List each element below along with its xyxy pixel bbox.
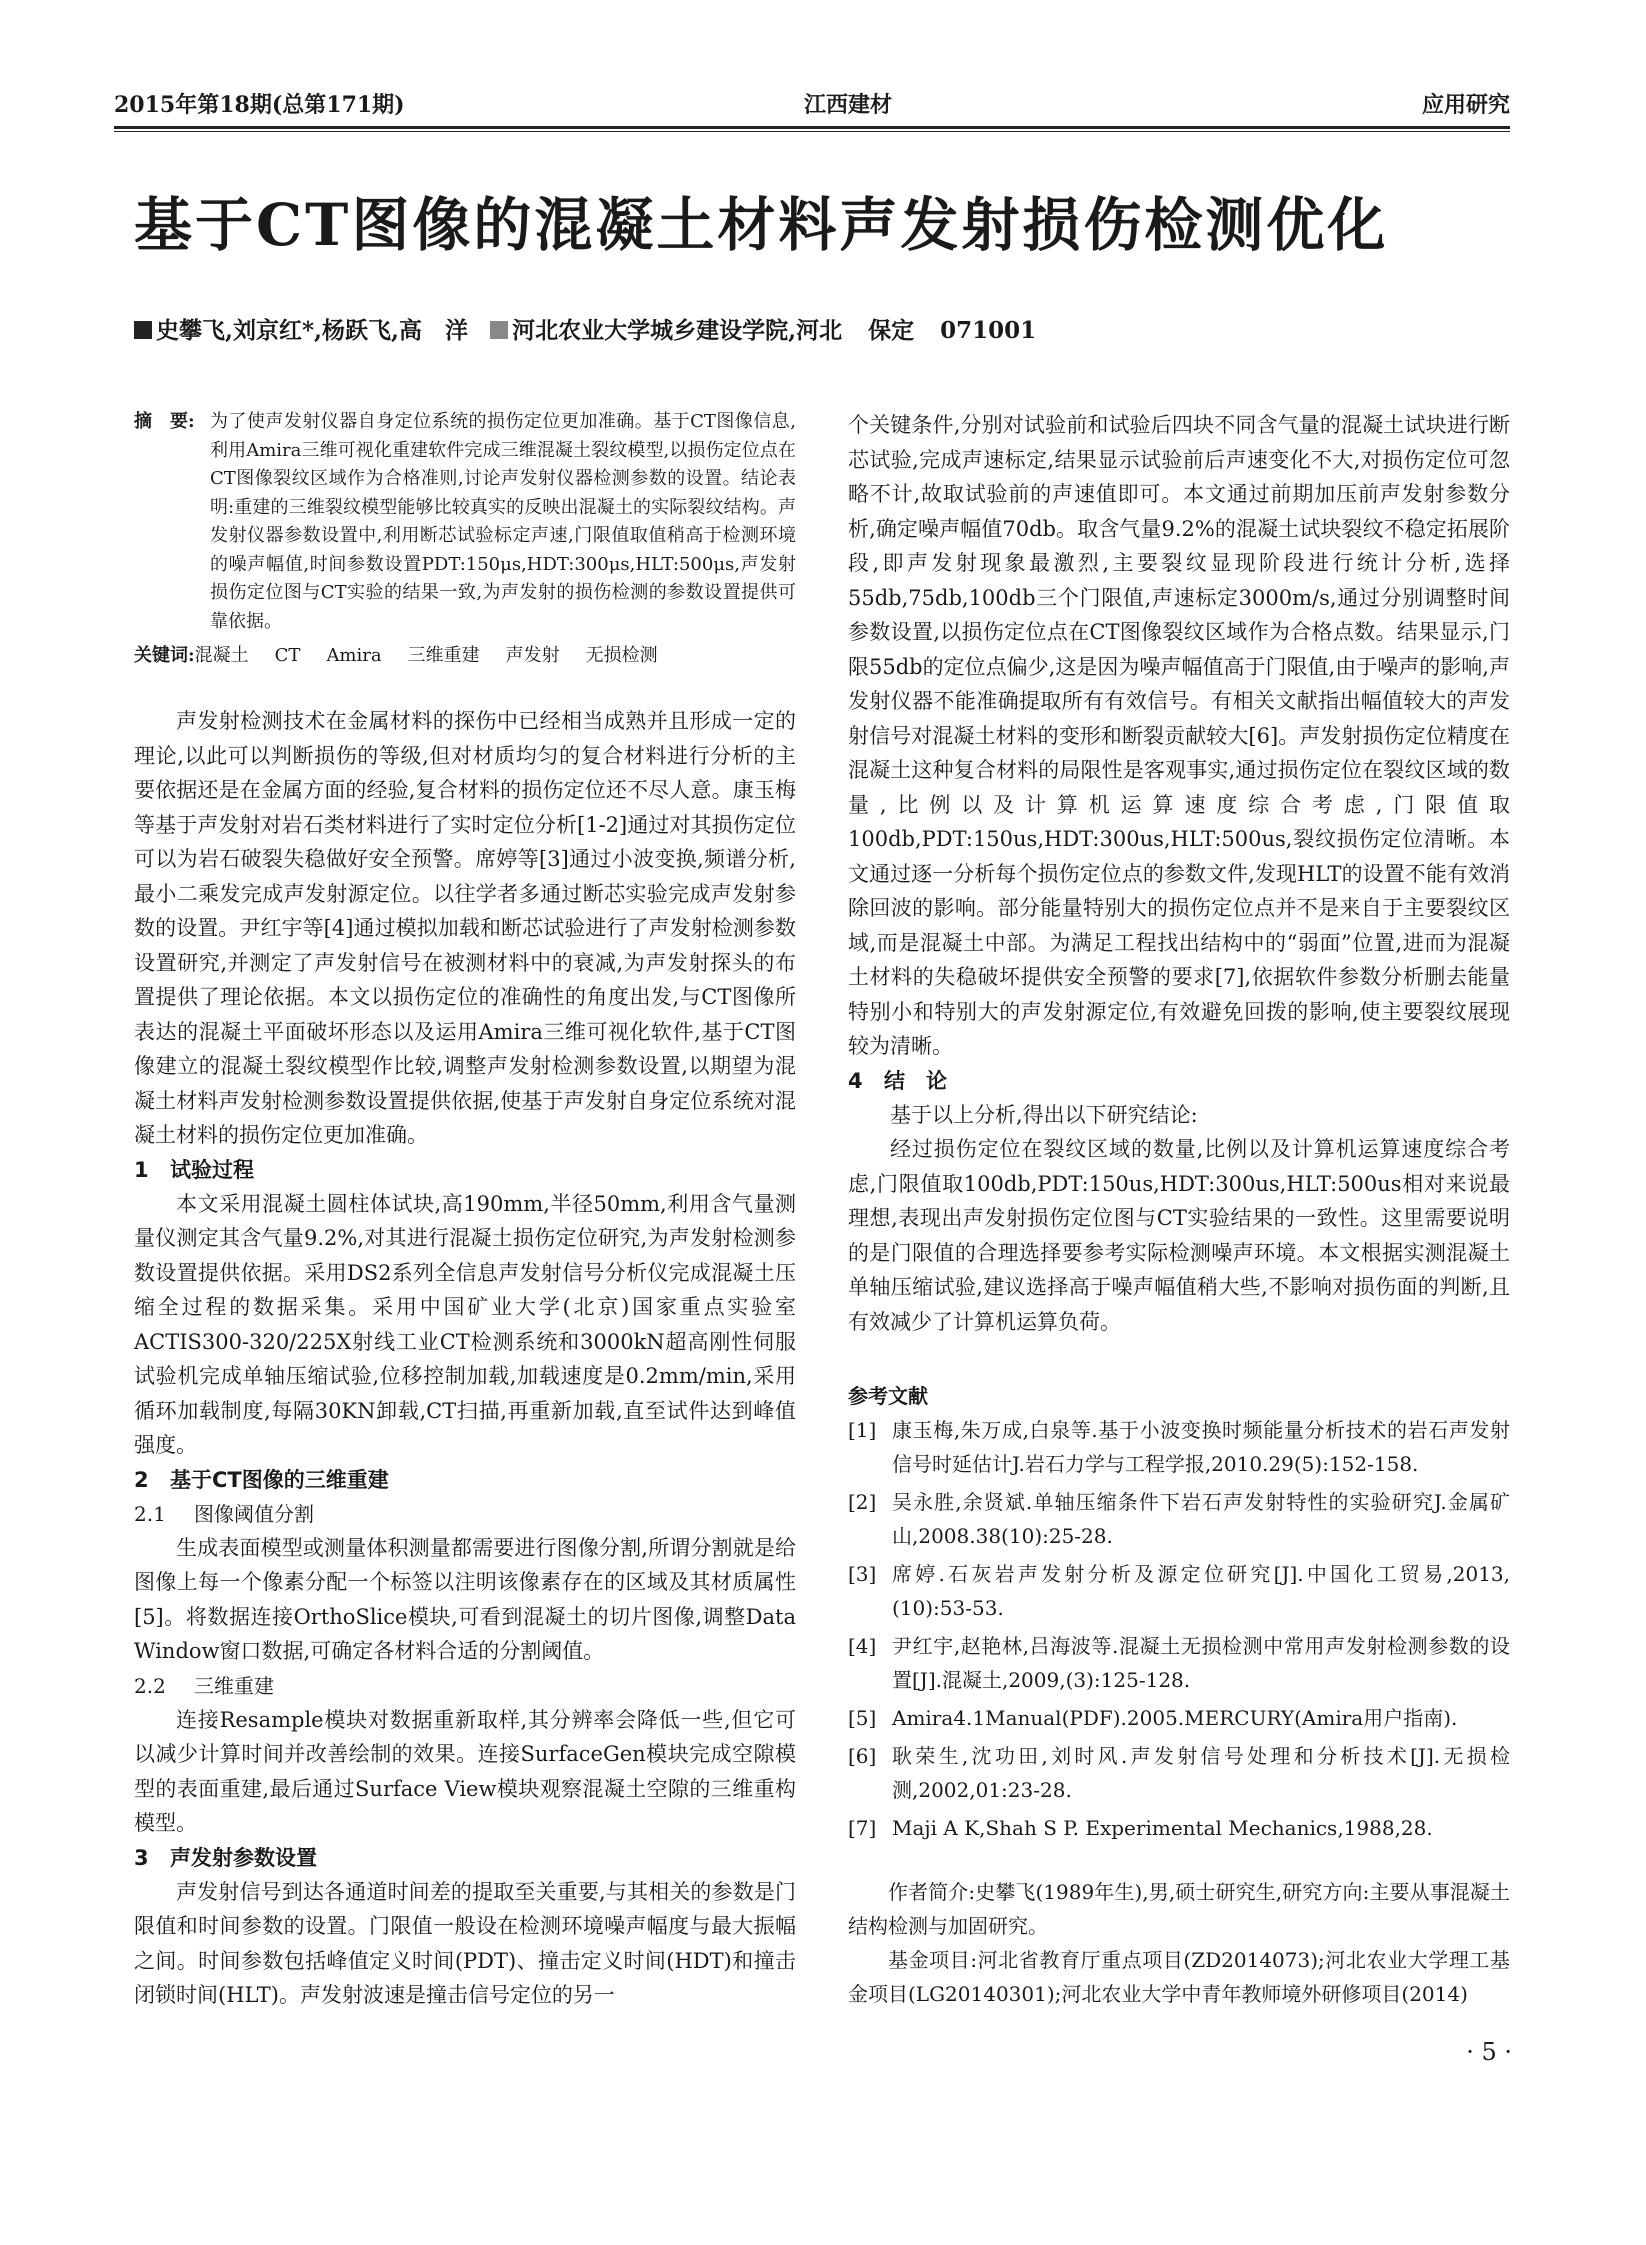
left-column	[134, 408, 796, 2013]
affiliation: 河北农业大学城乡建设学院,河北	[512, 317, 843, 344]
affiliation-city: 保定	[868, 317, 915, 344]
postcode: 071001	[940, 317, 1037, 344]
subsection-heading: 2.1 图像阈值分割	[134, 1501, 314, 1526]
issue-info: 2015年第18期(总第171期)	[114, 92, 405, 118]
reference-item: [4] 尹红宇,赵艳林,吕海波等.混凝土无损检测中常用声发射检测参数的设置[J].混凝土,2009,(3):125-128.	[848, 1634, 1510, 1692]
body-paragraph: 经过损伤定位在裂纹区域的数量,比例以及计算机运算速度综合考虑,门限值取100db,PDT:150us,HDT:300us,HLT:500us相对来说最理想,表现出声发射损伤定位图与CT实验结果的一致性。这里需要说明的是门限值的合理选择要参考实际检测噪声环境。本文根据实测混凝土单轴压缩试验,建议选择高于噪声幅值稍大些,不影响对损伤面的判断,且有效减少了计算机运算负荷。	[848, 1137, 1510, 1334]
section-heading: 2 基于CT图像的三维重建	[134, 1467, 389, 1492]
keyword: Amira	[326, 645, 382, 666]
subsection-heading: 2.2 三维重建	[134, 1673, 274, 1698]
body-paragraph: 声发射信号到达各通道时间差的提取至关重要,与其相关的参数是门限值和时间参数的设置。门限值一般设在检测环境噪声幅度与最大振幅之间。时间参数包括峰值定义时间(PDT)、撞击定义时间(HDT)和撞击闭锁时间(HLT)。声发射波速是撞击信号定位的另一	[134, 1879, 796, 2007]
abstract-text: 为了使声发射仪器自身定位系统的损伤定位更加准确。基于CT图像信息,利用Amira三维可视化重建软件完成三维混凝土裂纹模型,以损伤定位点在CT图像裂纹区域作为合格准则,讨论声发射仪器检测参数的设置。结论表明:重建的三维裂纹模型能够比较真实的反映出混凝土的实际裂纹结构。声发射仪器参数设置中,利用断芯试验标定声速,门限值取值稍高于检测环境的噪声幅值,时间参数设置PDT:150μs,HDT:300μs,HLT:500μs,声发射损伤定位图与CT实验的结果一致,为声发射的损伤检测的参数设置提供可靠依据。	[210, 411, 796, 632]
abstract	[134, 408, 796, 636]
reference-item: [7] Maji A K,Shah S P. Experimental Mechanics,1988,28.	[848, 1816, 1433, 1840]
author-names: 史攀飞,刘京红*,杨跃飞,高 洋	[156, 317, 469, 344]
keyword: 无损检测	[585, 645, 658, 666]
reference-list	[848, 1413, 1510, 1845]
body-paragraph: 基于以上分析,得出以下研究结论:	[890, 1102, 1198, 1127]
square-bullet-icon	[134, 321, 152, 339]
author-bio	[848, 1875, 1510, 2011]
reference-item: [3] 席婷.石灰岩声发射分析及源定位研究[J].中国化工贸易,2013,(10):53-53.	[848, 1562, 1510, 1620]
reference-item: [2] 吴永胜,余贤斌.单轴压缩条件下岩石声发射特性的实验研究J.金属矿山,2008.38(10):25-28.	[848, 1490, 1510, 1548]
page-number: · 5 ·	[1466, 2038, 1512, 2066]
section-heading: 3 声发射参数设置	[134, 1845, 317, 1870]
intro-paragraph: 声发射检测技术在金属材料的探伤中已经相当成熟并且形成一定的理论,以此可以判断损伤的等级,但对材质均匀的复合材料进行分析的主要依据还是在金属方面的经验,复合材料的损伤定位还不尽人意。康玉梅等基于声发射对岩石类材料进行了实时定位分析[1-2]通过对其损伤定位可以为岩石破裂失稳做好安全预警。席婷等[3]通过小波变换,频谱分析,最小二乘发完成声发射源定位。以往学者多通过断芯实验完成声发射参数的设置。尹红宇等[4]通过模拟加载和断芯试验进行了声发射检测参数设置研究,并测定了声发射信号在被测材料中的衰减,为声发射探头的布置提供了理论依据。本文以损伤定位的准确性的角度出发,与CT图像所表达的混凝土平面破坏形态以及运用Amira三维可视化软件,基于CT图像建立的混凝土裂纹模型作比较,调整声发射检测参数设置,以期望为混凝土材料声发射检测参数设置提供依据,使基于声发射自身定位系统对混凝土材料的损伤定位更加准确。	[134, 709, 796, 1147]
keyword: 混凝土	[194, 645, 249, 666]
paper-title: 基于CT图像的混凝土材料声发射损伤检测优化	[134, 191, 1389, 259]
keyword: 声发射	[505, 645, 560, 666]
fund-info: 基金项目:河北省教育厅重点项目(ZD2014073);河北农业大学理工基金项目(LG20140301);河北农业大学中青年教师境外研修项目(2014)	[848, 1948, 1510, 2006]
reference-item: [5] Amira4.1Manual(PDF).2005.MERCURY(Amira用户指南).	[848, 1706, 1458, 1730]
journal-name: 江西建材	[804, 92, 893, 118]
body-paragraph: 生成表面模型或测量体积测量都需要进行图像分割,所谓分割就是给图像上每一个像素分配一个标签以注明该像素存在的区域及其材质属性[5]。将数据连接OrthoSlice模块,可看到混凝土的切片图像,调整Data Window窗口数据,可确定各材料合适的分割阈值。	[134, 1535, 796, 1663]
right-column	[848, 408, 1510, 2011]
square-bullet-icon	[490, 321, 508, 339]
keyword: CT	[274, 645, 301, 666]
section-name: 应用研究	[1421, 92, 1510, 118]
header-rule-thin	[114, 131, 1510, 132]
running-header	[114, 88, 1510, 126]
section-heading: 4 结 论	[848, 1068, 947, 1093]
body-paragraph: 本文采用混凝土圆柱体试块,高190mm,半径50mm,利用含气量测量仪测定其含气量9.2%,对其进行混凝土损伤定位研究,为声发射检测参数设置提供依据。采用DS2系列全信息声发射信号分析仪完成混凝土压缩全过程的数据采集。采用中国矿业大学(北京)国家重点实验室ACTIS300-320/225X射线工业CT检测系统和3000kN超高刚性伺服试验机完成单轴压缩试验,位移控制加载,加载速度是0.2mm/min,采用循环加载制度,每隔30KN卸载,CT扫描,再重新加载,直至试件达到峰值强度。	[134, 1191, 796, 1457]
keyword: 三维重建	[407, 645, 480, 666]
author-line	[134, 312, 1036, 345]
header-rule	[114, 126, 1510, 129]
section-heading: 1 试验过程	[134, 1157, 254, 1182]
keywords	[134, 642, 796, 670]
references-title: 参考文献	[848, 1384, 928, 1408]
abstract-label: 摘 要:	[134, 411, 195, 432]
reference-item: [6] 耿荣生,沈功田,刘时风.声发射信号处理和分析技术[J].无损检测,2002,01:23-28.	[848, 1744, 1510, 1802]
keywords-label: 关键词:	[134, 645, 195, 666]
body-paragraph: 个关键条件,分别对试验前和试验后四块不同含气量的混凝土试块进行断芯试验,完成声速标定,结果显示试验前后声速变化不大,对损伤定位可忽略不计,故取试验前的声速值即可。本文通过前期加压前声发射参数分析,确定噪声幅值70db。取含气量9.2%的混凝土试块裂纹不稳定拓展阶段,即声发射现象最激烈,主要裂纹显现阶段进行统计分析,选择55db,75db,100db三个门限值,声速标定3000m/s,通过分别调整时间参数设置,以损伤定位点在CT图像裂纹区域作为合格点数。结果显示,门限55db的定位点偏少,这是因为噪声幅值高于门限值,由于噪声的影响,声发射仪器不能准确提取所有有效信号。有相关文献指出幅值较大的声发射信号对混凝土材料的变形和断裂贡献较大[6]。声发射损伤定位精度在混凝土这种复合材料的局限性是客观事实,通过损伤定位在裂纹区域的数量,比例以及计算机运算速度综合考虑,门限值取100db,PDT:150us,HDT:300us,HLT:500us,裂纹损伤定位清晰。本文通过逐一分析每个损伤定位点的参数文件,发现HLT的设置不能有效消除回波的影响。部分能量特别大的损伤定位点并不是来自于主要裂纹区域,而是混凝土中部。为满足工程找出结构中的“弱面”位置,进而为混凝土材料的失稳破坏提供安全预警的要求[7],依据软件参数分析删去能量特别小和特别大的声发射源定位,有效避免回拨的影响,使主要裂纹展现较为清晰。	[848, 413, 1510, 1058]
author-intro: 作者简介:史攀飞(1989年生),男,硕士研究生,研究方向:主要从事混凝土结构检测与加固研究。	[848, 1880, 1510, 1938]
body-paragraph: 连接Resample模块对数据重新取样,其分辨率会降低一些,但它可以减少计算时间并改善绘制的效果。连接SurfaceGen模块完成空隙模型的表面重建,最后通过Surface View模块观察混凝土空隙的三维重构模型。	[134, 1707, 796, 1835]
reference-item: [1] 康玉梅,朱万成,白泉等.基于小波变换时频能量分析技术的岩石声发射信号时延估计J.岩石力学与工程学报,2010.29(5):152-158.	[848, 1418, 1510, 1476]
